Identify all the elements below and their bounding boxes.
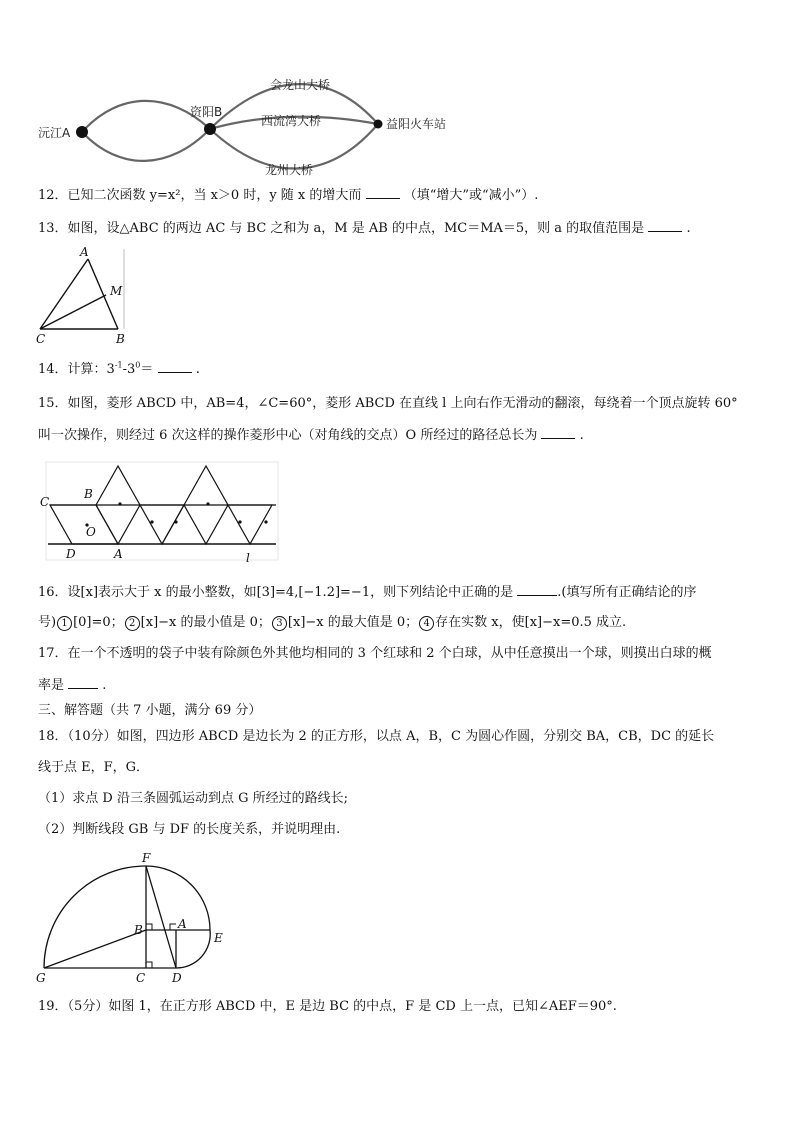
q14-mid: -3: [122, 362, 136, 377]
bridge-top-label: 会龙山大桥: [270, 78, 331, 92]
q14-exp1: -1: [114, 360, 123, 370]
question-19: 19．（5分）如图 1，在正方形 ABCD 中，E 是边 BC 的中点，F 是 CD 上一点，已知∠AEF＝90°.: [38, 999, 617, 1014]
tri-label-c: C: [36, 332, 46, 346]
q14-exp2: 0: [135, 360, 141, 370]
question-15-line1: 15．如图，菱形 ABCD 中，AB=4，∠C=60°，菱形 ABCD 在直线 l 上向右作无滑动的翻滚，每绕着一个顶点旋转 60°: [38, 396, 738, 411]
question-17-line2: [38, 676, 106, 695]
sq-label-a: A: [178, 917, 187, 931]
rh-label-o: O: [86, 525, 96, 539]
question-18-line1: 18．（10分）如图，四边形 ABCD 是边长为 2 的正方形，以点 A，B，C 为圆心作圆，分别交 BA，CB，DC 的延长: [38, 729, 715, 744]
q16-circle-3: 3: [272, 616, 287, 631]
q16-circle-1: 1: [57, 616, 72, 631]
question-12: [38, 186, 538, 205]
q16-circle-4: 4: [419, 616, 434, 631]
sq-label-c: C: [136, 971, 146, 985]
tri-label-m: M: [110, 284, 123, 298]
q16-stmt-1: [0]=0；: [73, 615, 124, 630]
rh-label-b: B: [84, 487, 93, 501]
q16-line1-tail: .(填写所有正确结论的序: [557, 585, 697, 600]
rhombus-rolling-figure: [32, 460, 282, 565]
section-3-heading: 三、解答题（共 7 小题，满分 69 分）: [38, 703, 262, 718]
q16-circle-2: 2: [125, 616, 140, 631]
q12-tail: （填“增大”或“减小”）.: [403, 188, 539, 203]
question-16-line2: [38, 614, 626, 632]
sq-label-f: F: [142, 851, 151, 865]
question-14: [38, 360, 200, 379]
question-15-line2: [38, 426, 584, 445]
question-17-line1: 17．在一个不透明的袋子中装有除颜色外其他均相同的 3 个红球和 2 个白球，从中任意摸出一个球，则摸出白球的概: [38, 646, 712, 661]
rh-label-a: A: [114, 547, 123, 561]
node-b-dot: [204, 123, 216, 135]
q12-blank: [366, 186, 400, 199]
node-a-label: 沅江A: [38, 126, 71, 140]
tri-label-b: B: [116, 332, 125, 346]
question-18-sub1: （1）求点 D 沿三条圆弧运动到点 G 所经过的路线长;: [38, 791, 348, 806]
question-18-line2: 线于点 E，F，G．: [38, 760, 150, 775]
square-arcs-figure: [30, 850, 230, 990]
q13-tail: .: [686, 221, 691, 236]
route-a-b-lower: [82, 129, 210, 161]
q16-line2-prefix: 号): [38, 615, 57, 630]
q12-text: 12．已知二次函数 y=x²，当 x＞0 时，y 随 x 的增大而: [38, 188, 362, 203]
sq-label-b: B: [134, 923, 143, 937]
rh-label-c: C: [40, 495, 50, 509]
q16-stmt-3: [x]−x 的最大值是 0；: [287, 615, 419, 630]
node-a-dot: [76, 126, 88, 138]
node-c-label: 益阳火车站: [386, 117, 447, 131]
rh-label-d: D: [66, 547, 76, 561]
q16-stmt-2: [x]−x 的最小值是 0；: [140, 615, 271, 630]
q14-blank: [158, 360, 192, 373]
arc-e-d: [176, 930, 210, 968]
sq-label-d: D: [172, 971, 182, 985]
q16-blank: [517, 583, 557, 596]
q16-stmt-4: 存在实数 x，使[x]−x=0.5 成立.: [435, 615, 627, 630]
q14-eq: ＝: [140, 362, 154, 377]
route-b-c-lower: [210, 124, 378, 169]
tri-label-a: A: [80, 245, 89, 259]
q13-blank: [648, 219, 682, 232]
triangle-figure: [30, 245, 140, 345]
q15-blank: [541, 426, 575, 439]
node-b-label: 资阳B: [190, 105, 223, 119]
node-c-dot: [374, 120, 383, 129]
q15-tail: .: [579, 428, 584, 443]
q14-prefix: 14．计算：3: [38, 362, 115, 377]
question-16-line1: [38, 583, 696, 602]
sq-label-g: G: [36, 971, 46, 985]
q17-blank: [68, 676, 98, 689]
bridge-bottom-label: 龙州大桥: [265, 163, 314, 177]
rh-label-l: l: [246, 551, 250, 565]
q15-line2-text: 叫一次操作，则经过 6 次这样的操作菱形中心（对角线的交点）O 所经过的路径总长为: [38, 428, 538, 443]
bridge-mid-label: 西流湾大桥: [261, 114, 322, 128]
route-map-figure: [0, 0, 794, 180]
question-18-sub2: （2）判断线段 GB 与 DF 的长度关系，并说明理由.: [38, 822, 341, 837]
question-13: [38, 219, 691, 238]
q17-line2-text: 率是: [38, 678, 65, 693]
q16-line1-text: 16．设[x]表示大于 x 的最小整数，如[3]=4,[−1.2]=−1，则下列结论中正确的是: [38, 585, 514, 600]
arc-g-f: [44, 866, 146, 968]
q14-tail: .: [195, 362, 200, 377]
q13-text: 13．如图，设△ABC 的两边 AC 与 BC 之和为 a，M 是 AB 的中点，MC＝MA＝5，则 a 的取值范围是: [38, 221, 645, 236]
q17-tail: .: [102, 678, 107, 693]
sq-label-e: E: [214, 931, 223, 945]
